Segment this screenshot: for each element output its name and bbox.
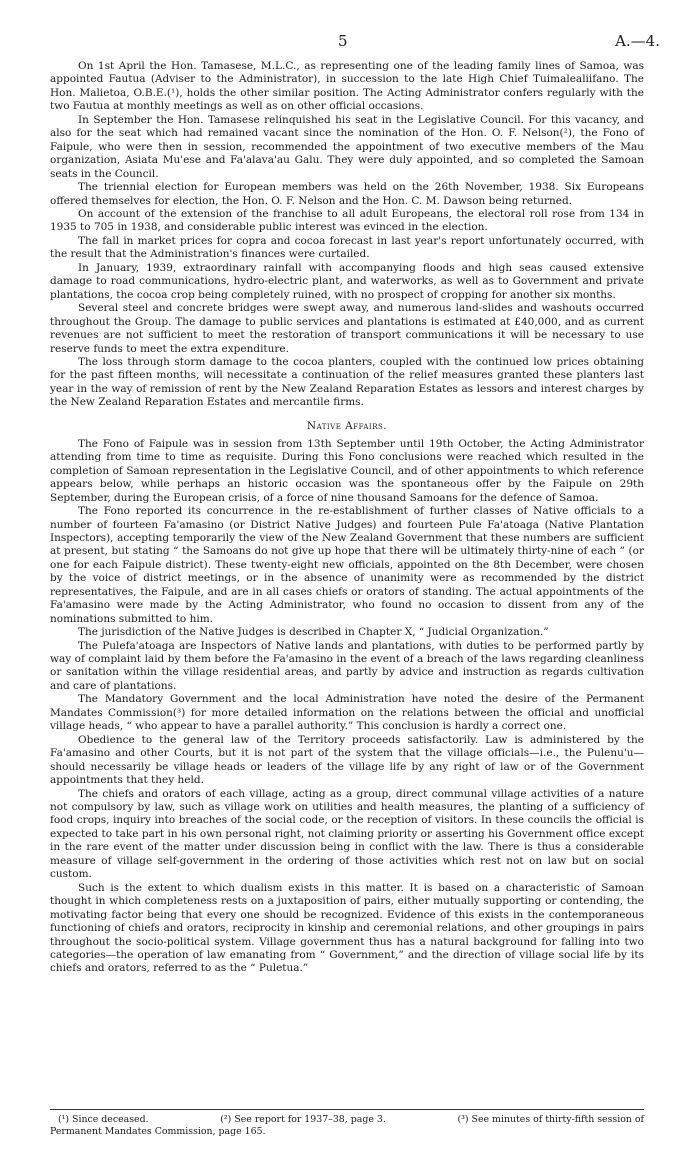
footnote-3-continued: Permanent Mandates Commission, page 165. [50,1126,266,1137]
paragraph: The Mandatory Government and the local Administration have noted the desire of the Permanent Mandates Commission(³) for more detailed information on the relations between the official and unofficial village heads, “ who appear to have a parallel authority.” This conclusion is hardly a correct one. [50,693,644,733]
document-reference: A.—4. [615,32,660,50]
footnotes [50,1114,644,1138]
paragraph: Obedience to the general law of the Territory proceeds satisfactorily. Law is administered by the Fa'amasino and other Courts, but it is not part of the system that the village officials—i.e., the Pulenu'u—should necessarily be village heads or leaders of the village life by any right of law or of the Government appointments that they held. [50,733,644,787]
paragraph: The loss through storm damage to the cocoa planters, coupled with the continued low prices obtaining for the past fifteen months, will necessitate a continuation of the relief measures granted these planters last year in the way of remission of rent by the New Zealand Reparation Estates as lessors and interest charges by the New Zealand Reparation Estates and mercantile firms. [50,355,644,409]
footnote-2: (²) See report for 1937–38, page 3. [220,1114,386,1125]
paragraph: In September the Hon. Tamasese relinquished his seat in the Legislative Council. For this vacancy, and also for the seat which had remained vacant since the nomination of the Hon. O. F. Nelson(²), the Fono of Faipule, who were then in session, recommended the appointment of two executive members of the Mau organization, Asiata Mu'ese and Fa'alava'au Galu. They were duly appointed, and so completed the Samoan seats in the Council. [50,113,644,180]
footnote-1: (¹) Since deceased. [58,1114,149,1125]
paragraph: Several steel and concrete bridges were swept away, and numerous land-slides and washouts occurred throughout the Group. The damage to public services and plantations is estimated at £40,000, and as current revenues are not sufficient to meet the restoration of transport communications it will be necessary to use reserve funds to meet the extra expenditure. [50,302,644,355]
section-heading: Native Affairs. [306,419,388,432]
paragraph: The triennial election for European members was held on the 26th November, 1938. Six Europeans offered themselves for election, the Hon. O. F. Nelson and the Hon. C. M. Dawson being returned. [50,181,644,207]
paragraph: In January, 1939, extraordinary rainfall with accompanying floods and high seas caused extensive damage to road communications, hydro-electric plant, and waterworks, as well as to Government and private plantations, the cocoa crop being completely ruined, with no prospect of cropping for another six months. [50,261,644,301]
body-text [50,60,644,976]
paragraph: On account of the extension of the franchise to all adult Europeans, the electoral roll rose from 134 in 1935 to 705 in 1938, and considerable public interest was evinced in the election. [50,207,644,234]
paragraph: The chiefs and orators of each village, acting as a group, direct communal village activities of a nature not compulsory by law, such as village work on utilities and health measures, the planting of a sufficiency of food crops, inquiry into breaches of the social code, or the reception of visitors. In these councils the official is expected to take part in his own personal right, not claiming priority or asserting his Government office except in the rare event of the matter under discussion being in conflict with the law. There is thus a considerable measure of village self-government in the ordering of those activities which rest not on law but on social custom. [50,787,644,881]
paragraph: The fall in market prices for copra and cocoa forecast in last year's report unfortunately occurred, with the result that the Administration's finances were curtailed. [50,234,644,261]
paragraph: Such is the extent to which dualism exists in this matter. It is based on a characteristic of Samoan thought in which completeness rests on a juxtaposition of pairs, either mutually supporting or contending, the motivating factor being that every one should be recognized. Evidence of this exists in the contemporaneous functioning of chiefs and orators, reciprocity in kinship and ceremonial relations, and other groupings in pairs throughout the socio-political system. Village government thus has a natural background for falling into two categories—the operation of law emanating from “ Government,” and the direction of village social life by its chiefs and orators, referred to as the “ Puletua.” [50,881,644,975]
footnote-divider [50,1109,644,1110]
paragraph: The Fono of Faipule was in session from 13th September until 19th October, the Acting Administrator attending from time to time as requisite. During this Fono conclusions were reached which resulted in the completion of Samoan representation in the Legislative Council, and of other appointments to which reference appears below, while perhaps an historic occasion was the spontaneous offer by the Faipule on 29th September, during the European crisis, of a force of nine thousand Samoans for the defence of Samoa. [50,437,644,504]
footnote-3: (³) See minutes of thirty-fifth session of [457,1114,644,1125]
paragraph: The Pulefa'atoaga are Inspectors of Native lands and plantations, with duties to be performed partly by way of complaint laid by them before the Fa'amasino in the event of a breach of the laws regarding cleanliness or sanitation within the village residential areas, and partly by advice and instruction as regards cultivation and care of plantations. [50,639,644,692]
footnote-line [50,1114,644,1126]
paragraph: The Fono reported its concurrence in the re-establishment of further classes of Native officials to a number of fourteen Fa'amasino (or District Native Judges) and fourteen Pule Fa'atoaga (Native Plantation Inspectors), accepting temporarily the view of the New Zealand Government that these numbers are sufficient at present, but stating “ the Samoans do not give up hope that there will be ultimately thirty-nine of each ” (or one for each Faipule district). These twenty-eight new officials, appointed on the 8th December, were chosen by the voice of district meetings, or in the absence of unanimity were as recommended by the district representatives, the Faipule, and are in all cases chiefs or orators of standing. The actual appointments of the Fa'amasino were made by the Acting Administrator, who found no occasion to dissent from any of the nominations submitted to him. [50,505,644,625]
paragraph: The jurisdiction of the Native Judges is described in Chapter X, “ Judicial Organization.” [78,626,549,639]
paragraph: On 1st April the Hon. Tamasese, M.L.C., as representing one of the leading family lines of Samoa, was appointed Fautua (Adviser to the Administrator), in succession to the late High Chief Tuimalealiifano. The Hon. Malietoa, O.B.E.(¹), holds the other similar position. The Acting Administrator confers regularly with the two Fautua at monthly meetings as well as on other official occasions. [50,60,644,113]
page-number: 5 [338,32,348,50]
